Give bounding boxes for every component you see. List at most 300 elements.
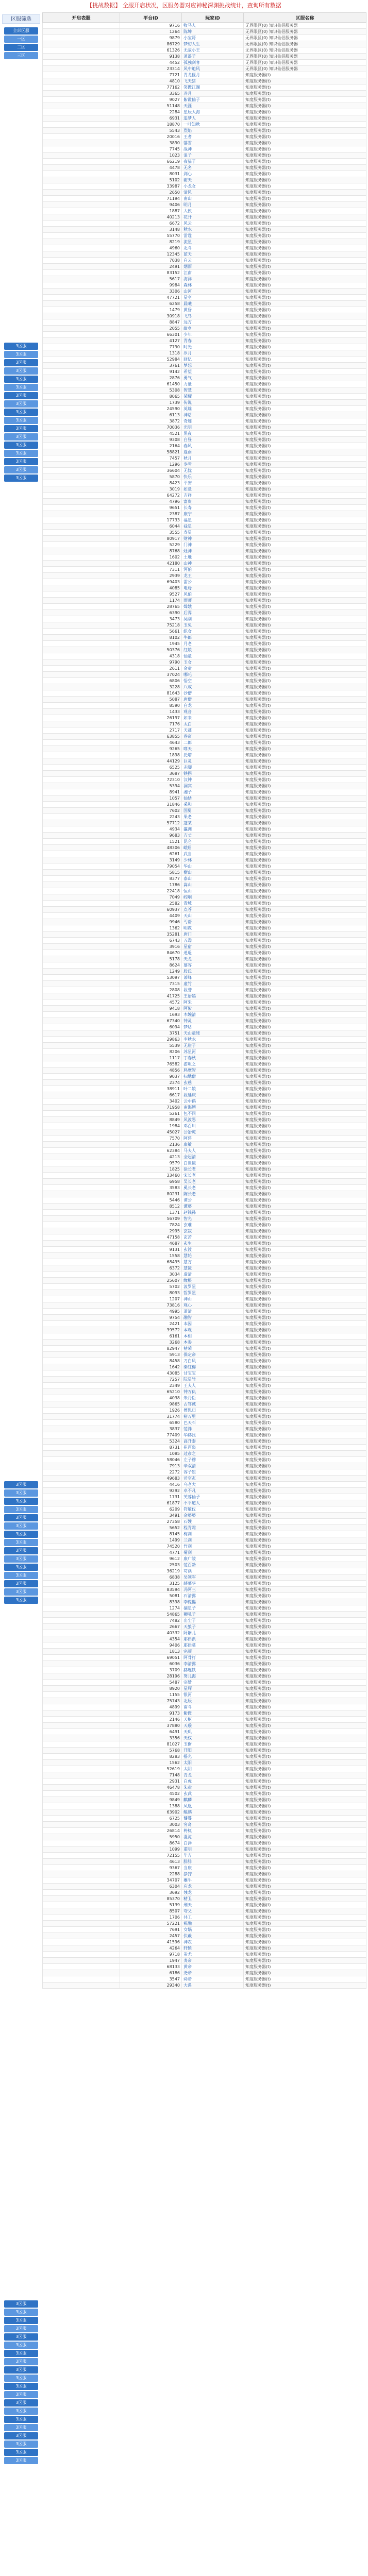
name-cell[interactable]: 钟万仇 (182, 1389, 244, 1395)
name-cell[interactable]: 天狼子 (182, 1624, 244, 1630)
name-cell[interactable]: 雨师 (182, 598, 244, 604)
name-cell[interactable]: 天璇 (182, 1723, 244, 1729)
name-cell[interactable]: 森林 (182, 282, 244, 289)
name-cell[interactable]: 白云 (182, 258, 244, 264)
nav-link[interactable]: 3区服 (4, 1481, 38, 1488)
name-cell[interactable]: 秋水 (182, 227, 244, 233)
name-cell[interactable]: 秦红棉 (182, 1364, 244, 1370)
name-cell[interactable]: 恒山 (182, 888, 244, 894)
name-cell[interactable]: 吴刚 (182, 616, 244, 622)
name-cell[interactable]: 芙蓉仙子 (182, 1494, 244, 1500)
name-cell[interactable]: 希望 (182, 369, 244, 375)
name-cell[interactable]: 追梦人 (182, 115, 244, 122)
name-cell[interactable]: 轩辕 (182, 1945, 244, 1952)
name-cell[interactable]: 泰山 (182, 876, 244, 882)
name-cell[interactable]: 托塔 (182, 752, 244, 758)
nav-link[interactable]: 3区服 (4, 1564, 38, 1571)
name-cell[interactable]: 阿碧 (182, 1136, 244, 1142)
name-cell[interactable]: 仙姑 (182, 795, 244, 802)
name-cell[interactable]: 崆峒 (182, 894, 244, 901)
name-cell[interactable]: 钟灵 (182, 1018, 244, 1024)
nav-link[interactable]: 全部区服 (4, 27, 38, 35)
nav-link[interactable]: 3区服 (4, 450, 38, 457)
name-cell[interactable]: 白世镜 (182, 1160, 244, 1166)
name-cell[interactable]: 土地 (182, 554, 244, 561)
nav-link[interactable]: 3区服 (4, 425, 38, 432)
nav-link[interactable]: 3区服 (4, 1506, 38, 1513)
name-cell[interactable]: 织女 (182, 629, 244, 635)
name-cell[interactable]: 蓝天 (182, 251, 244, 258)
name-cell[interactable]: 银河 (182, 1692, 244, 1698)
name-cell[interactable]: 狰狞 (182, 1871, 244, 1877)
name-cell[interactable]: 乌老大 (182, 1482, 244, 1488)
nav-link[interactable]: 3区服 (4, 2366, 38, 2374)
name-cell[interactable]: 谭婆 (182, 1204, 244, 1210)
name-cell[interactable]: 无敌小王 (182, 47, 244, 54)
name-cell[interactable]: 清风 (182, 190, 244, 196)
name-cell[interactable]: 努儿海 (182, 1673, 244, 1680)
nav-link[interactable]: 3区服 (4, 466, 38, 473)
nav-link[interactable]: 3区服 (4, 1588, 38, 1596)
name-cell[interactable]: 奇迹 (182, 418, 244, 425)
name-cell[interactable]: 公冶乾 (182, 1129, 244, 1136)
name-cell[interactable]: 邓百川 (182, 1123, 244, 1129)
name-cell[interactable]: 祝融 (182, 1921, 244, 1927)
name-cell[interactable]: 容子矩 (182, 1469, 244, 1476)
name-cell[interactable]: 不平道人 (182, 1500, 244, 1506)
name-cell[interactable]: 铁拐 (182, 771, 244, 777)
name-cell[interactable]: 阿紫 (182, 1006, 244, 1012)
name-cell[interactable]: 玄渡 (182, 1247, 244, 1253)
name-cell[interactable]: 洞宾 (182, 783, 244, 789)
name-cell[interactable]: 回忆 (182, 357, 244, 363)
name-cell[interactable]: 衡山 (182, 870, 244, 876)
name-cell[interactable]: 蚩尤 (182, 1952, 244, 1958)
nav-link[interactable]: 3区服 (4, 1498, 38, 1505)
name-cell[interactable]: 风伯 (182, 591, 244, 598)
name-cell[interactable]: 毕方 (182, 1853, 244, 1859)
name-cell[interactable]: 龙王 (182, 573, 244, 579)
name-cell[interactable]: 唐僧 (182, 697, 244, 703)
nav-link[interactable]: 3区服 (4, 1555, 38, 1563)
name-cell[interactable]: 应龙 (182, 1884, 244, 1890)
name-cell[interactable]: 江南 (182, 270, 244, 276)
name-cell[interactable]: 风中追风 (182, 66, 244, 72)
name-cell[interactable]: 逍遥子 (182, 54, 244, 60)
name-cell[interactable]: 青春 (182, 338, 244, 344)
name-cell[interactable]: 沙僧 (182, 690, 244, 697)
name-cell[interactable]: 甘宝宝 (182, 1370, 244, 1377)
nav-link[interactable]: 3区服 (4, 1597, 38, 1604)
nav-link[interactable]: 3区服 (4, 474, 38, 482)
name-cell[interactable]: 飞天猪 (182, 78, 244, 84)
name-cell[interactable]: 菊剑 (182, 1550, 244, 1556)
name-cell[interactable]: 战神 (182, 146, 244, 152)
name-cell[interactable]: 果老 (182, 814, 244, 820)
nav-link[interactable]: 二区 (4, 44, 38, 51)
name-cell[interactable]: 傅思归 (182, 1408, 244, 1414)
name-cell[interactable]: 余婆婆 (182, 1513, 244, 1519)
name-cell[interactable]: 鲲鹏 (182, 1809, 244, 1816)
name-cell[interactable]: 摘星子 (182, 1605, 244, 1612)
name-cell[interactable]: 春风 (182, 443, 244, 449)
nav-link[interactable]: 3区服 (4, 2416, 38, 2423)
nav-link[interactable]: 3区服 (4, 442, 38, 449)
name-cell[interactable]: 远方 (182, 319, 244, 326)
name-cell[interactable]: 古笃诚 (182, 1401, 244, 1408)
name-cell[interactable]: 大侠 (182, 208, 244, 214)
name-cell[interactable]: 哮天 (182, 746, 244, 752)
name-cell[interactable]: 昆仑 (182, 839, 244, 845)
nav-link[interactable]: 3区服 (4, 2333, 38, 2341)
nav-link[interactable]: 3区服 (4, 1572, 38, 1579)
nav-link[interactable]: 3区服 (4, 376, 38, 383)
name-cell[interactable]: 竹剑 (182, 1544, 244, 1550)
name-cell[interactable]: 灶神 (182, 548, 244, 554)
name-cell[interactable]: 英雄 (182, 406, 244, 412)
nav-link[interactable]: 3区服 (4, 1539, 38, 1546)
name-cell[interactable]: 天权 (182, 1735, 244, 1741)
nav-link[interactable]: 3区服 (4, 2457, 38, 2464)
name-cell[interactable]: 开阳 (182, 1748, 244, 1754)
name-cell[interactable]: 苟读 (182, 1568, 244, 1574)
name-cell[interactable]: 炎帝 (182, 1958, 244, 1964)
name-cell[interactable]: 程青霜 (182, 1525, 244, 1531)
name-cell[interactable]: 融智 (182, 1315, 244, 1321)
name-cell[interactable]: 唐门 (182, 931, 244, 938)
name-cell[interactable]: 秋月 (182, 455, 244, 462)
name-cell[interactable]: 混沌 (182, 1834, 244, 1840)
name-cell[interactable]: 玄难 (182, 1222, 244, 1228)
name-cell[interactable]: 白泽 (182, 1840, 244, 1846)
name-cell[interactable]: 明教 (182, 925, 244, 931)
name-cell[interactable]: 梦姑 (182, 1024, 244, 1030)
name-cell[interactable]: 保定帝 (182, 1352, 244, 1358)
name-cell[interactable]: 力量 (182, 381, 244, 387)
name-cell[interactable]: 耶律莫 (182, 1642, 244, 1649)
nav-link[interactable]: 一区 (4, 36, 38, 43)
name-cell[interactable]: 天玑 (182, 1729, 244, 1735)
name-cell[interactable]: 玉衡 (182, 1741, 244, 1748)
name-cell[interactable]: 苏星河 (182, 1049, 244, 1055)
name-cell[interactable]: 蓬莱 (182, 820, 244, 826)
name-cell[interactable]: 夜猫子 (182, 159, 244, 165)
name-cell[interactable]: 凤凰 (182, 1803, 244, 1809)
nav-link[interactable]: 三区 (4, 52, 38, 59)
name-cell[interactable]: 浪子 (182, 152, 244, 159)
name-cell[interactable]: 雷公 (182, 579, 244, 585)
name-cell[interactable]: 麒麟 (182, 1797, 244, 1803)
nav-link[interactable]: 3区服 (4, 400, 38, 408)
nav-link[interactable]: 3区服 (4, 409, 38, 416)
nav-link[interactable]: 3区服 (4, 1547, 38, 1554)
name-cell[interactable]: 少年 (182, 332, 244, 338)
name-cell[interactable]: 黑夜 (182, 431, 244, 437)
name-cell[interactable]: 天涯 (182, 103, 244, 109)
name-cell[interactable]: 富贵 (182, 499, 244, 505)
name-cell[interactable]: 时光 (182, 344, 244, 350)
name-cell[interactable]: 耶律洪 (182, 1636, 244, 1642)
name-cell[interactable]: 晨曦 (182, 301, 244, 307)
name-cell[interactable]: 玄慈 (182, 1080, 244, 1086)
name-cell[interactable]: 青城 (182, 901, 244, 907)
name-cell[interactable]: 阿紫儿 (182, 1630, 244, 1636)
name-cell[interactable]: 萧峰 (182, 975, 244, 981)
name-cell[interactable]: 紫微 (182, 1710, 244, 1717)
name-cell[interactable]: 传说 (182, 400, 244, 406)
name-cell[interactable]: 巴天石 (182, 1420, 244, 1426)
name-cell[interactable]: 虚清 (182, 1272, 244, 1278)
nav-link[interactable]: 3区服 (4, 2325, 38, 2332)
name-cell[interactable]: 王者 (182, 134, 244, 140)
name-cell[interactable]: 夔牛 (182, 1877, 244, 1884)
nav-link[interactable]: 3区服 (4, 343, 38, 350)
name-cell[interactable]: 白虎 (182, 1778, 244, 1785)
name-cell[interactable]: 嫦娥 (182, 604, 244, 610)
name-cell[interactable]: 巨灵 (182, 758, 244, 765)
nav-link[interactable]: 3区服 (4, 2342, 38, 2349)
name-cell[interactable]: 腓腓 (182, 1859, 244, 1865)
name-cell[interactable]: 寿星 (182, 530, 244, 536)
name-cell[interactable]: 峨眉 (182, 845, 244, 851)
name-cell[interactable]: 玄苦 (182, 1234, 244, 1241)
name-cell[interactable]: 仙童 (182, 653, 244, 659)
name-cell[interactable]: 雷霆 (182, 233, 244, 239)
name-cell[interactable]: 夸父 (182, 1908, 244, 1914)
nav-link[interactable]: 3区服 (4, 2432, 38, 2439)
name-cell[interactable]: 湘子 (182, 789, 244, 795)
name-cell[interactable]: 南海鳄 (182, 1105, 244, 1111)
name-cell[interactable]: 枯荣 (182, 1346, 244, 1352)
name-cell[interactable]: 大禹 (182, 1982, 244, 1989)
name-cell[interactable]: 朱丹臣 (182, 1395, 244, 1401)
name-cell[interactable]: 南斗 (182, 1704, 244, 1710)
name-cell[interactable]: 范百龄 (182, 1562, 244, 1568)
name-cell[interactable]: 天枢 (182, 1717, 244, 1723)
nav-link[interactable]: 3区服 (4, 433, 38, 440)
nav-link[interactable]: 3区服 (4, 359, 38, 366)
name-cell[interactable]: 太白 (182, 721, 244, 727)
nav-link[interactable]: 3区服 (4, 1514, 38, 1521)
name-cell[interactable]: 夏雨 (182, 449, 244, 455)
name-cell[interactable]: 范骅 (182, 1426, 244, 1432)
name-cell[interactable]: 如来 (182, 715, 244, 721)
name-cell[interactable]: 霸天 (182, 177, 244, 183)
name-cell[interactable]: 海洋 (182, 276, 244, 282)
name-cell[interactable]: 玉女 (182, 659, 244, 666)
name-cell[interactable]: 一叶知秋 (182, 122, 244, 128)
nav-link[interactable]: 3区服 (4, 2449, 38, 2456)
name-cell[interactable]: 青龙 (182, 1772, 244, 1778)
name-cell[interactable]: 风波恶 (182, 1117, 244, 1123)
name-cell[interactable]: 高升泰 (182, 1438, 244, 1445)
name-cell[interactable]: 山河 (182, 289, 244, 295)
name-cell[interactable]: 牛郎 (182, 635, 244, 641)
name-cell[interactable]: 本因 (182, 1321, 244, 1327)
name-cell[interactable]: 天山 (182, 913, 244, 919)
name-cell[interactable]: 穷奇 (182, 1822, 244, 1828)
name-cell[interactable]: 飞鸟 (182, 313, 244, 319)
nav-link[interactable]: 3区服 (4, 1489, 38, 1497)
name-cell[interactable]: 扫地僧 (182, 1074, 244, 1080)
name-cell[interactable]: 孤独剑客 (182, 60, 244, 66)
name-cell[interactable]: 二郎 (182, 740, 244, 746)
name-cell[interactable]: 宋长老 (182, 1173, 244, 1179)
name-cell[interactable]: 鸠摩智 (182, 1067, 244, 1074)
nav-link[interactable]: 3区服 (4, 1522, 38, 1530)
name-cell[interactable]: 阮星竹 (182, 1377, 244, 1383)
name-cell[interactable]: 慧方 (182, 1259, 244, 1265)
name-cell[interactable]: 八戒 (182, 684, 244, 690)
name-cell[interactable]: 星辰大海 (182, 109, 244, 115)
name-cell[interactable]: 星宿 (182, 944, 244, 950)
name-cell[interactable]: 狮吼子 (182, 1612, 244, 1618)
name-cell[interactable]: 梅剑 (182, 1531, 244, 1537)
name-cell[interactable]: 崔百泉 (182, 1445, 244, 1451)
name-cell[interactable]: 丁春秋 (182, 1055, 244, 1061)
name-cell[interactable]: 荣耀 (182, 394, 244, 400)
name-cell[interactable]: 牧马人 (182, 23, 244, 29)
name-cell[interactable]: 烟雨 (182, 264, 244, 270)
name-cell[interactable]: 尧帝 (182, 1970, 244, 1976)
name-cell[interactable]: 禄星 (182, 523, 244, 530)
name-cell[interactable]: 李清露 (182, 1661, 244, 1667)
name-cell[interactable]: 陈长老 (182, 1191, 244, 1197)
name-cell[interactable]: 智慧 (182, 387, 244, 394)
name-cell[interactable]: 刀白凤 (182, 1358, 244, 1364)
name-cell[interactable]: 精卫 (182, 1896, 244, 1902)
name-cell[interactable]: 长寿 (182, 505, 244, 511)
name-cell[interactable]: 财神 (182, 536, 244, 542)
name-cell[interactable]: 少林 (182, 857, 244, 863)
name-cell[interactable]: 吴领军 (182, 1574, 244, 1581)
nav-link[interactable]: 3区服 (4, 2408, 38, 2415)
name-cell[interactable]: 剑心 (182, 171, 244, 177)
name-cell[interactable]: 玄生 (182, 1241, 244, 1247)
name-cell[interactable]: 包不同 (182, 1111, 244, 1117)
name-cell[interactable]: 河伯 (182, 567, 244, 573)
name-cell[interactable]: 道清 (182, 1309, 244, 1315)
name-cell[interactable]: 李秋水 (182, 1037, 244, 1043)
name-cell[interactable]: 五毒 (182, 938, 244, 944)
nav-link[interactable]: 3区服 (4, 2300, 38, 2308)
name-cell[interactable]: 赤脚 (182, 765, 244, 771)
name-cell[interactable]: 白昼 (182, 437, 244, 443)
name-cell[interactable]: 本相 (182, 1333, 244, 1340)
name-cell[interactable]: 兰剑 (182, 1537, 244, 1544)
name-cell[interactable]: 哲罗星 (182, 1290, 244, 1296)
name-cell[interactable]: 南山 (182, 196, 244, 202)
nav-link[interactable]: 3区服 (4, 2399, 38, 2406)
nav-link[interactable]: 3区服 (4, 2383, 38, 2390)
name-cell[interactable]: 冬雪 (182, 462, 244, 468)
name-cell[interactable]: 完颜 (182, 1649, 244, 1655)
name-cell[interactable]: 青龙偃月 (182, 72, 244, 78)
name-cell[interactable]: 北辰 (182, 1698, 244, 1704)
name-cell[interactable]: 汉钟 (182, 777, 244, 783)
name-cell[interactable]: 星辉 (182, 1686, 244, 1692)
name-cell[interactable]: 薛慕华 (182, 1581, 244, 1587)
name-cell[interactable]: 观心 (182, 1302, 244, 1309)
name-cell[interactable]: 段延庆 (182, 1092, 244, 1098)
name-cell[interactable]: 陈坤 (182, 29, 244, 35)
name-cell[interactable]: 段誉 (182, 987, 244, 993)
nav-link[interactable]: 3区服 (4, 417, 38, 424)
name-cell[interactable]: 电母 (182, 585, 244, 591)
name-cell[interactable]: 小宝哥 (182, 35, 244, 41)
nav-link[interactable]: 3区服 (4, 2358, 38, 2365)
name-cell[interactable]: 悟空 (182, 678, 244, 684)
name-cell[interactable]: 刑天 (182, 1902, 244, 1908)
name-cell[interactable]: 叶二娘 (182, 1086, 244, 1092)
name-cell[interactable]: 丐帮 (182, 919, 244, 925)
name-cell[interactable]: 黄昏 (182, 307, 244, 313)
name-cell[interactable]: 本观 (182, 1327, 244, 1333)
name-cell[interactable]: 如意 (182, 486, 244, 493)
name-cell[interactable]: 光明 (182, 425, 244, 431)
name-cell[interactable]: 吉祥 (182, 493, 244, 499)
nav-link[interactable]: 3区服 (4, 351, 38, 358)
name-cell[interactable]: 玉兔 (182, 622, 244, 629)
name-cell[interactable]: 武当 (182, 851, 244, 857)
nav-link[interactable]: 3区服 (4, 2441, 38, 2448)
name-cell[interactable]: 王夫人 (182, 1383, 244, 1389)
name-cell[interactable]: 木婉清 (182, 1012, 244, 1018)
name-cell[interactable]: 观音 (182, 709, 244, 715)
name-cell[interactable]: 本参 (182, 1340, 244, 1346)
name-cell[interactable]: 伏羲 (182, 1933, 244, 1939)
name-cell[interactable]: 缘根 (182, 1278, 244, 1284)
name-cell[interactable]: 饕餮 (182, 1816, 244, 1822)
name-cell[interactable]: 段氏 (182, 969, 244, 975)
name-cell[interactable]: 岁月 (182, 350, 244, 357)
name-cell[interactable]: 平安 (182, 480, 244, 486)
name-cell[interactable]: 烈焰 (182, 128, 244, 134)
name-cell[interactable]: 流星 (182, 239, 244, 245)
name-cell[interactable]: 福星 (182, 517, 244, 523)
name-cell[interactable]: 金童 (182, 666, 244, 672)
name-cell[interactable]: 无忧 (182, 468, 244, 474)
name-cell[interactable]: 红娘 (182, 647, 244, 653)
name-cell[interactable]: 慕容 (182, 962, 244, 969)
name-cell[interactable]: 无名 (182, 165, 244, 171)
name-cell[interactable]: 山神 (182, 561, 244, 567)
name-cell[interactable]: 采和 (182, 802, 244, 808)
name-cell[interactable]: 徐长老 (182, 1166, 244, 1173)
name-cell[interactable]: 赵钱孙 (182, 1210, 244, 1216)
name-cell[interactable]: 白龙 (182, 703, 244, 709)
name-cell[interactable]: 全冠清 (182, 1154, 244, 1160)
name-cell[interactable]: 玄寂 (182, 1228, 244, 1234)
nav-link[interactable]: 3区服 (4, 367, 38, 375)
nav-link[interactable]: 3区服 (4, 1531, 38, 1538)
name-cell[interactable]: 黄帝 (182, 1964, 244, 1970)
name-cell[interactable]: 谭公 (182, 1197, 244, 1204)
name-cell[interactable]: 符敏仪 (182, 1506, 244, 1513)
nav-link[interactable]: 3区服 (4, 2375, 38, 2382)
name-cell[interactable]: 摇光 (182, 1754, 244, 1760)
name-cell[interactable]: 李傀儡 (182, 1599, 244, 1605)
name-cell[interactable]: 阿朱 (182, 999, 244, 1006)
name-cell[interactable]: 神山 (182, 1296, 244, 1302)
name-cell[interactable]: 无崖子 (182, 1043, 244, 1049)
name-cell[interactable]: 马夫人 (182, 1148, 244, 1154)
name-cell[interactable]: 宗赞 (182, 1680, 244, 1686)
name-cell[interactable]: 逍遥 (182, 950, 244, 956)
name-cell[interactable]: 康敏 (182, 1142, 244, 1148)
name-cell[interactable]: 卷帘 (182, 734, 244, 740)
name-cell[interactable]: 梦幻人生 (182, 41, 244, 47)
